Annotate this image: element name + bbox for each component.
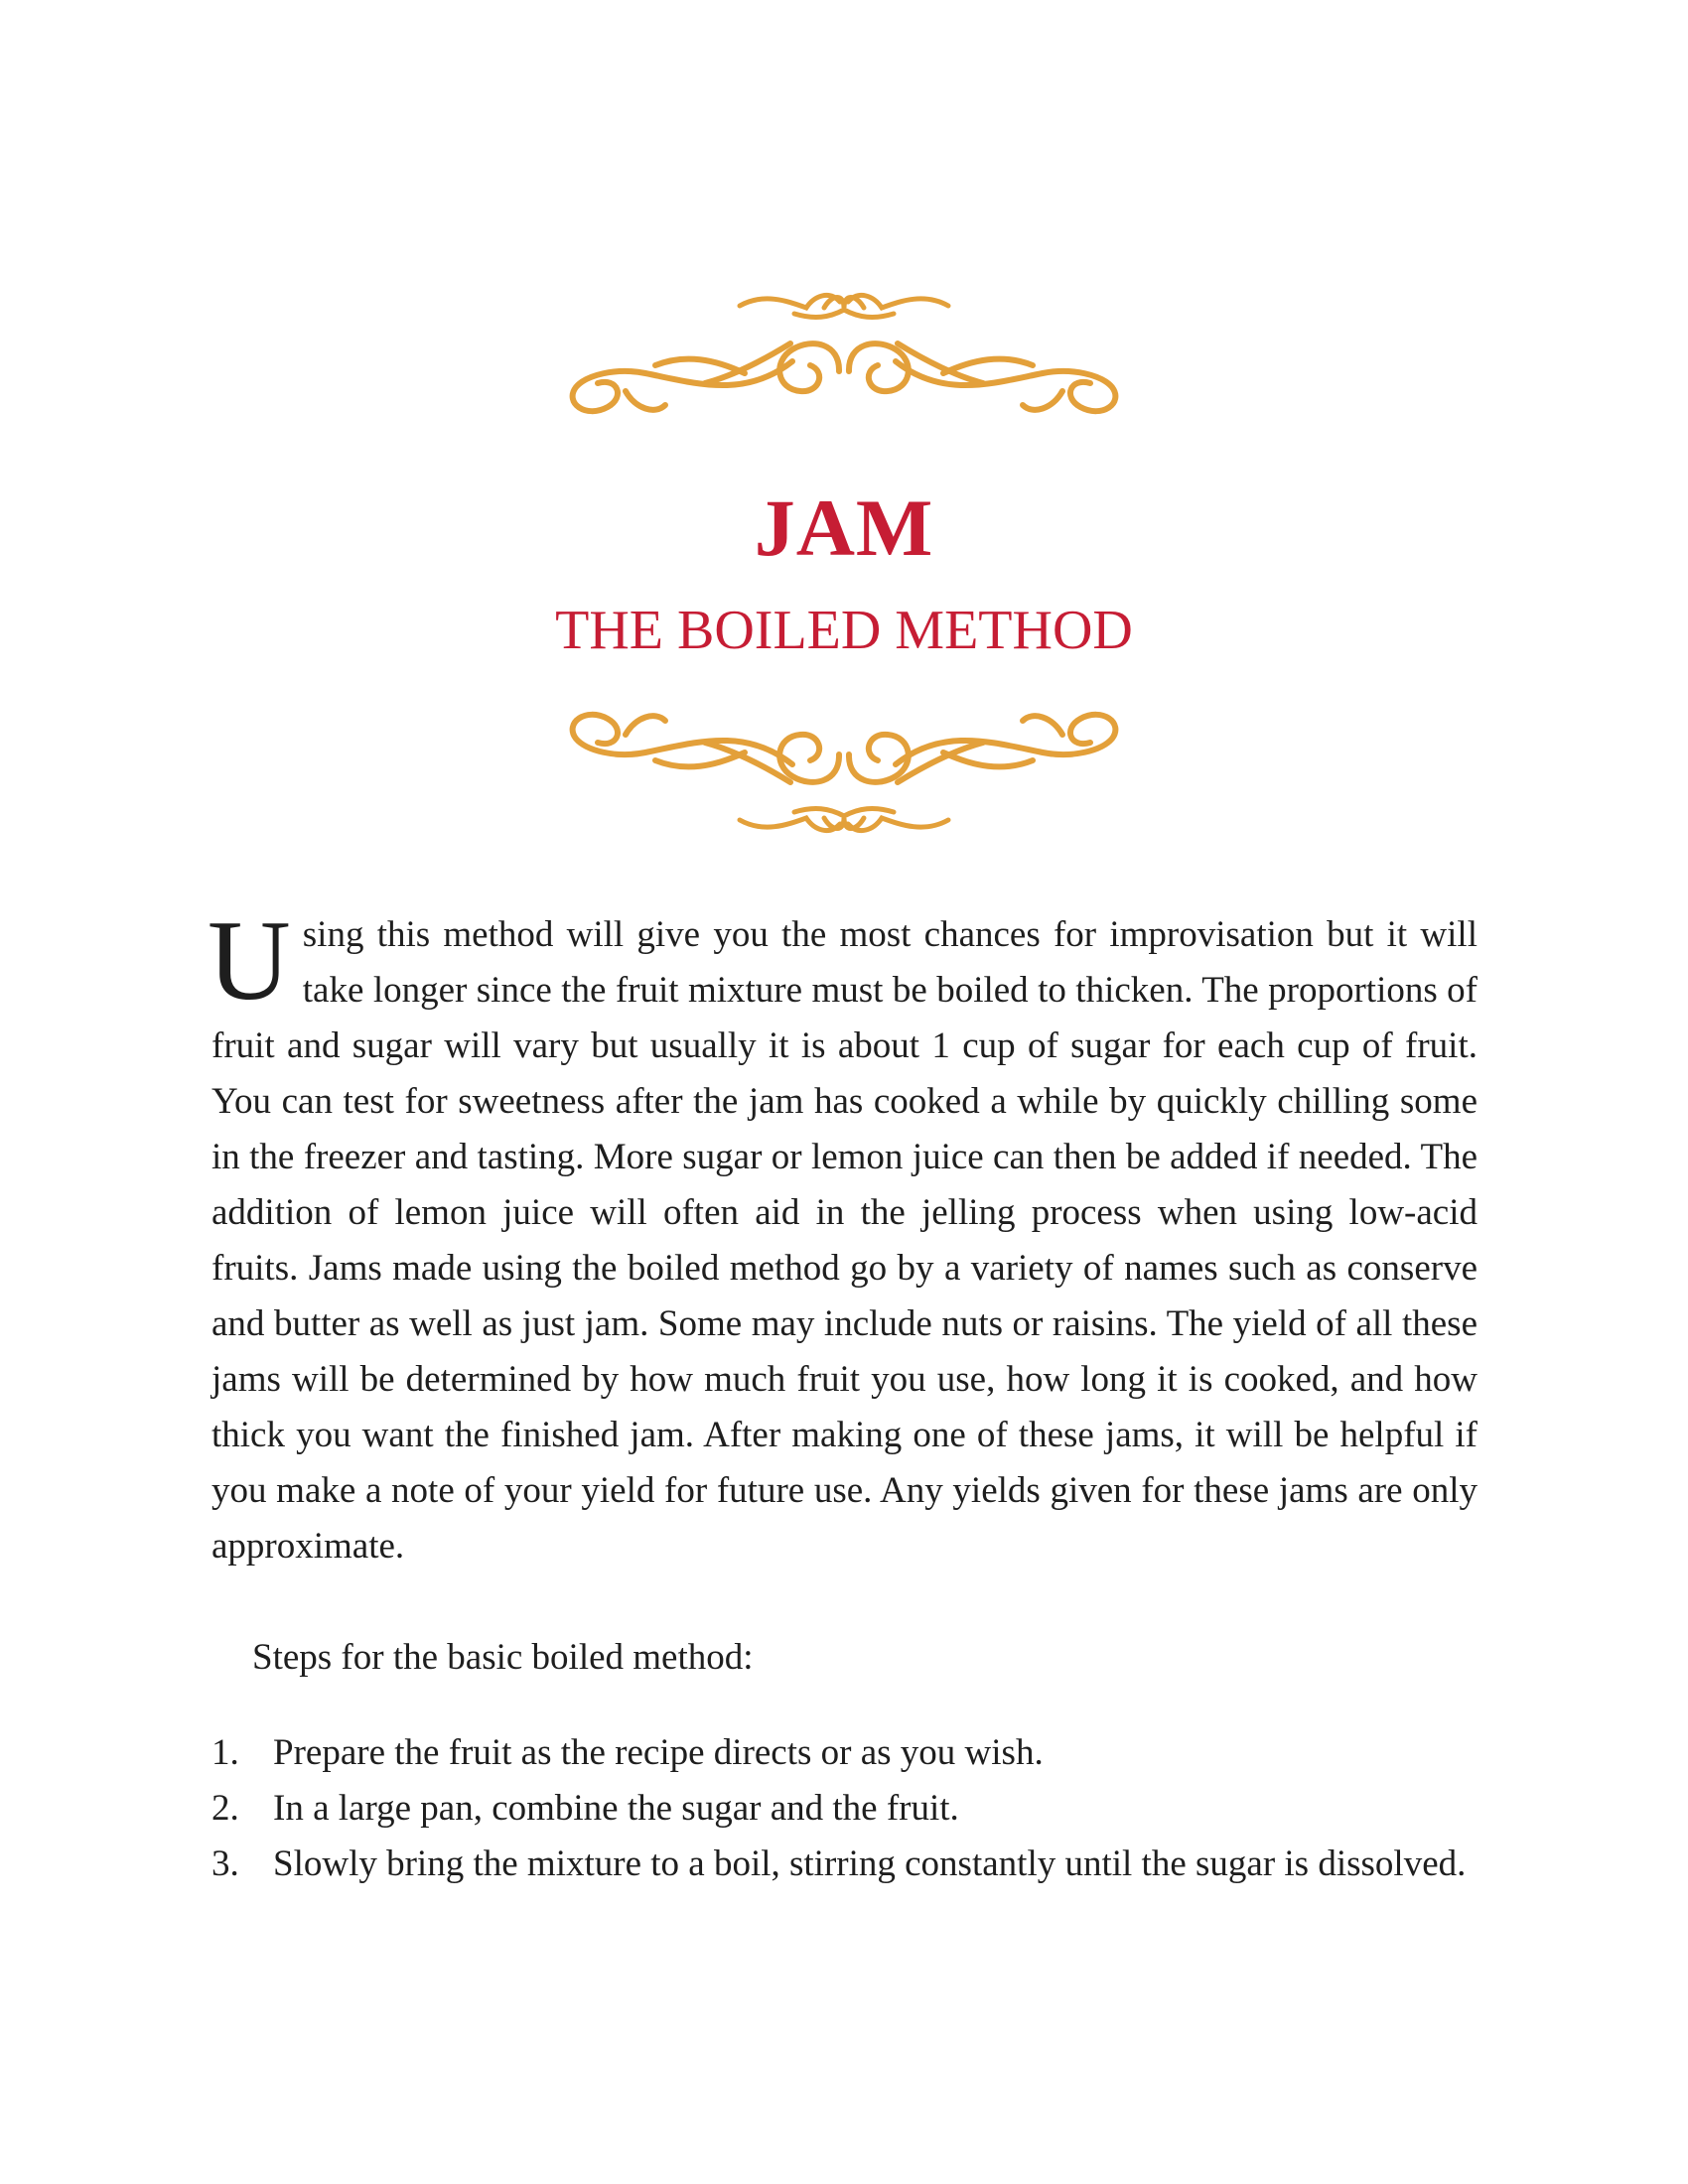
steps-intro: Steps for the basic boiled method: (252, 1637, 754, 1678)
steps-list (211, 1725, 1477, 1892)
step-text: Slowly bring the mixture to a boil, stirring constantly until the sugar is dissolved. (273, 1843, 1467, 1884)
intro-text: sing this method will give you the most chances for improvisation but it will take longer since the fruit mixture must be boiled to thicken. The proportions of fruit and sugar will vary but usually it is about 1 cup of sugar for each cup of fruit. You can test for sweetness after the jam has cooked a while by quickly chilling some in the freezer and tasting. More sugar or lemon juice can then be added if needed. The addition of lemon juice will often aid in the jelling process when using low-acid fruits. Jams made using the boiled method go by a variety of names such as conserve and butter as well as just jam. Some may include nuts or raisins. The yield of all these jams will be determined by how much fruit you use, how long it is cooked, and how thick you want the finished jam. After making one of these jams, it will be helpful if you make a note of your yield for future use. Any yields given for these jams are only approximate. (211, 914, 1477, 1567)
step-number: 1. (211, 1732, 239, 1773)
page-subtitle: THE BOILED METHOD (555, 600, 1133, 661)
page-title: JAM (754, 482, 934, 573)
step-text: Prepare the fruit as the recipe directs or as you wish. (273, 1732, 1044, 1773)
drop-cap: U (208, 897, 291, 1024)
list-item (211, 1725, 1477, 1781)
list-item (211, 1781, 1477, 1837)
step-number: 3. (211, 1843, 239, 1884)
step-text: In a large pan, combine the sugar and the fruit. (273, 1788, 959, 1829)
intro-paragraph (208, 897, 1477, 1574)
step-number: 2. (211, 1788, 239, 1829)
flourish-top-icon (546, 280, 1142, 429)
flourish-bottom-icon (546, 697, 1142, 846)
list-item (211, 1837, 1477, 1892)
